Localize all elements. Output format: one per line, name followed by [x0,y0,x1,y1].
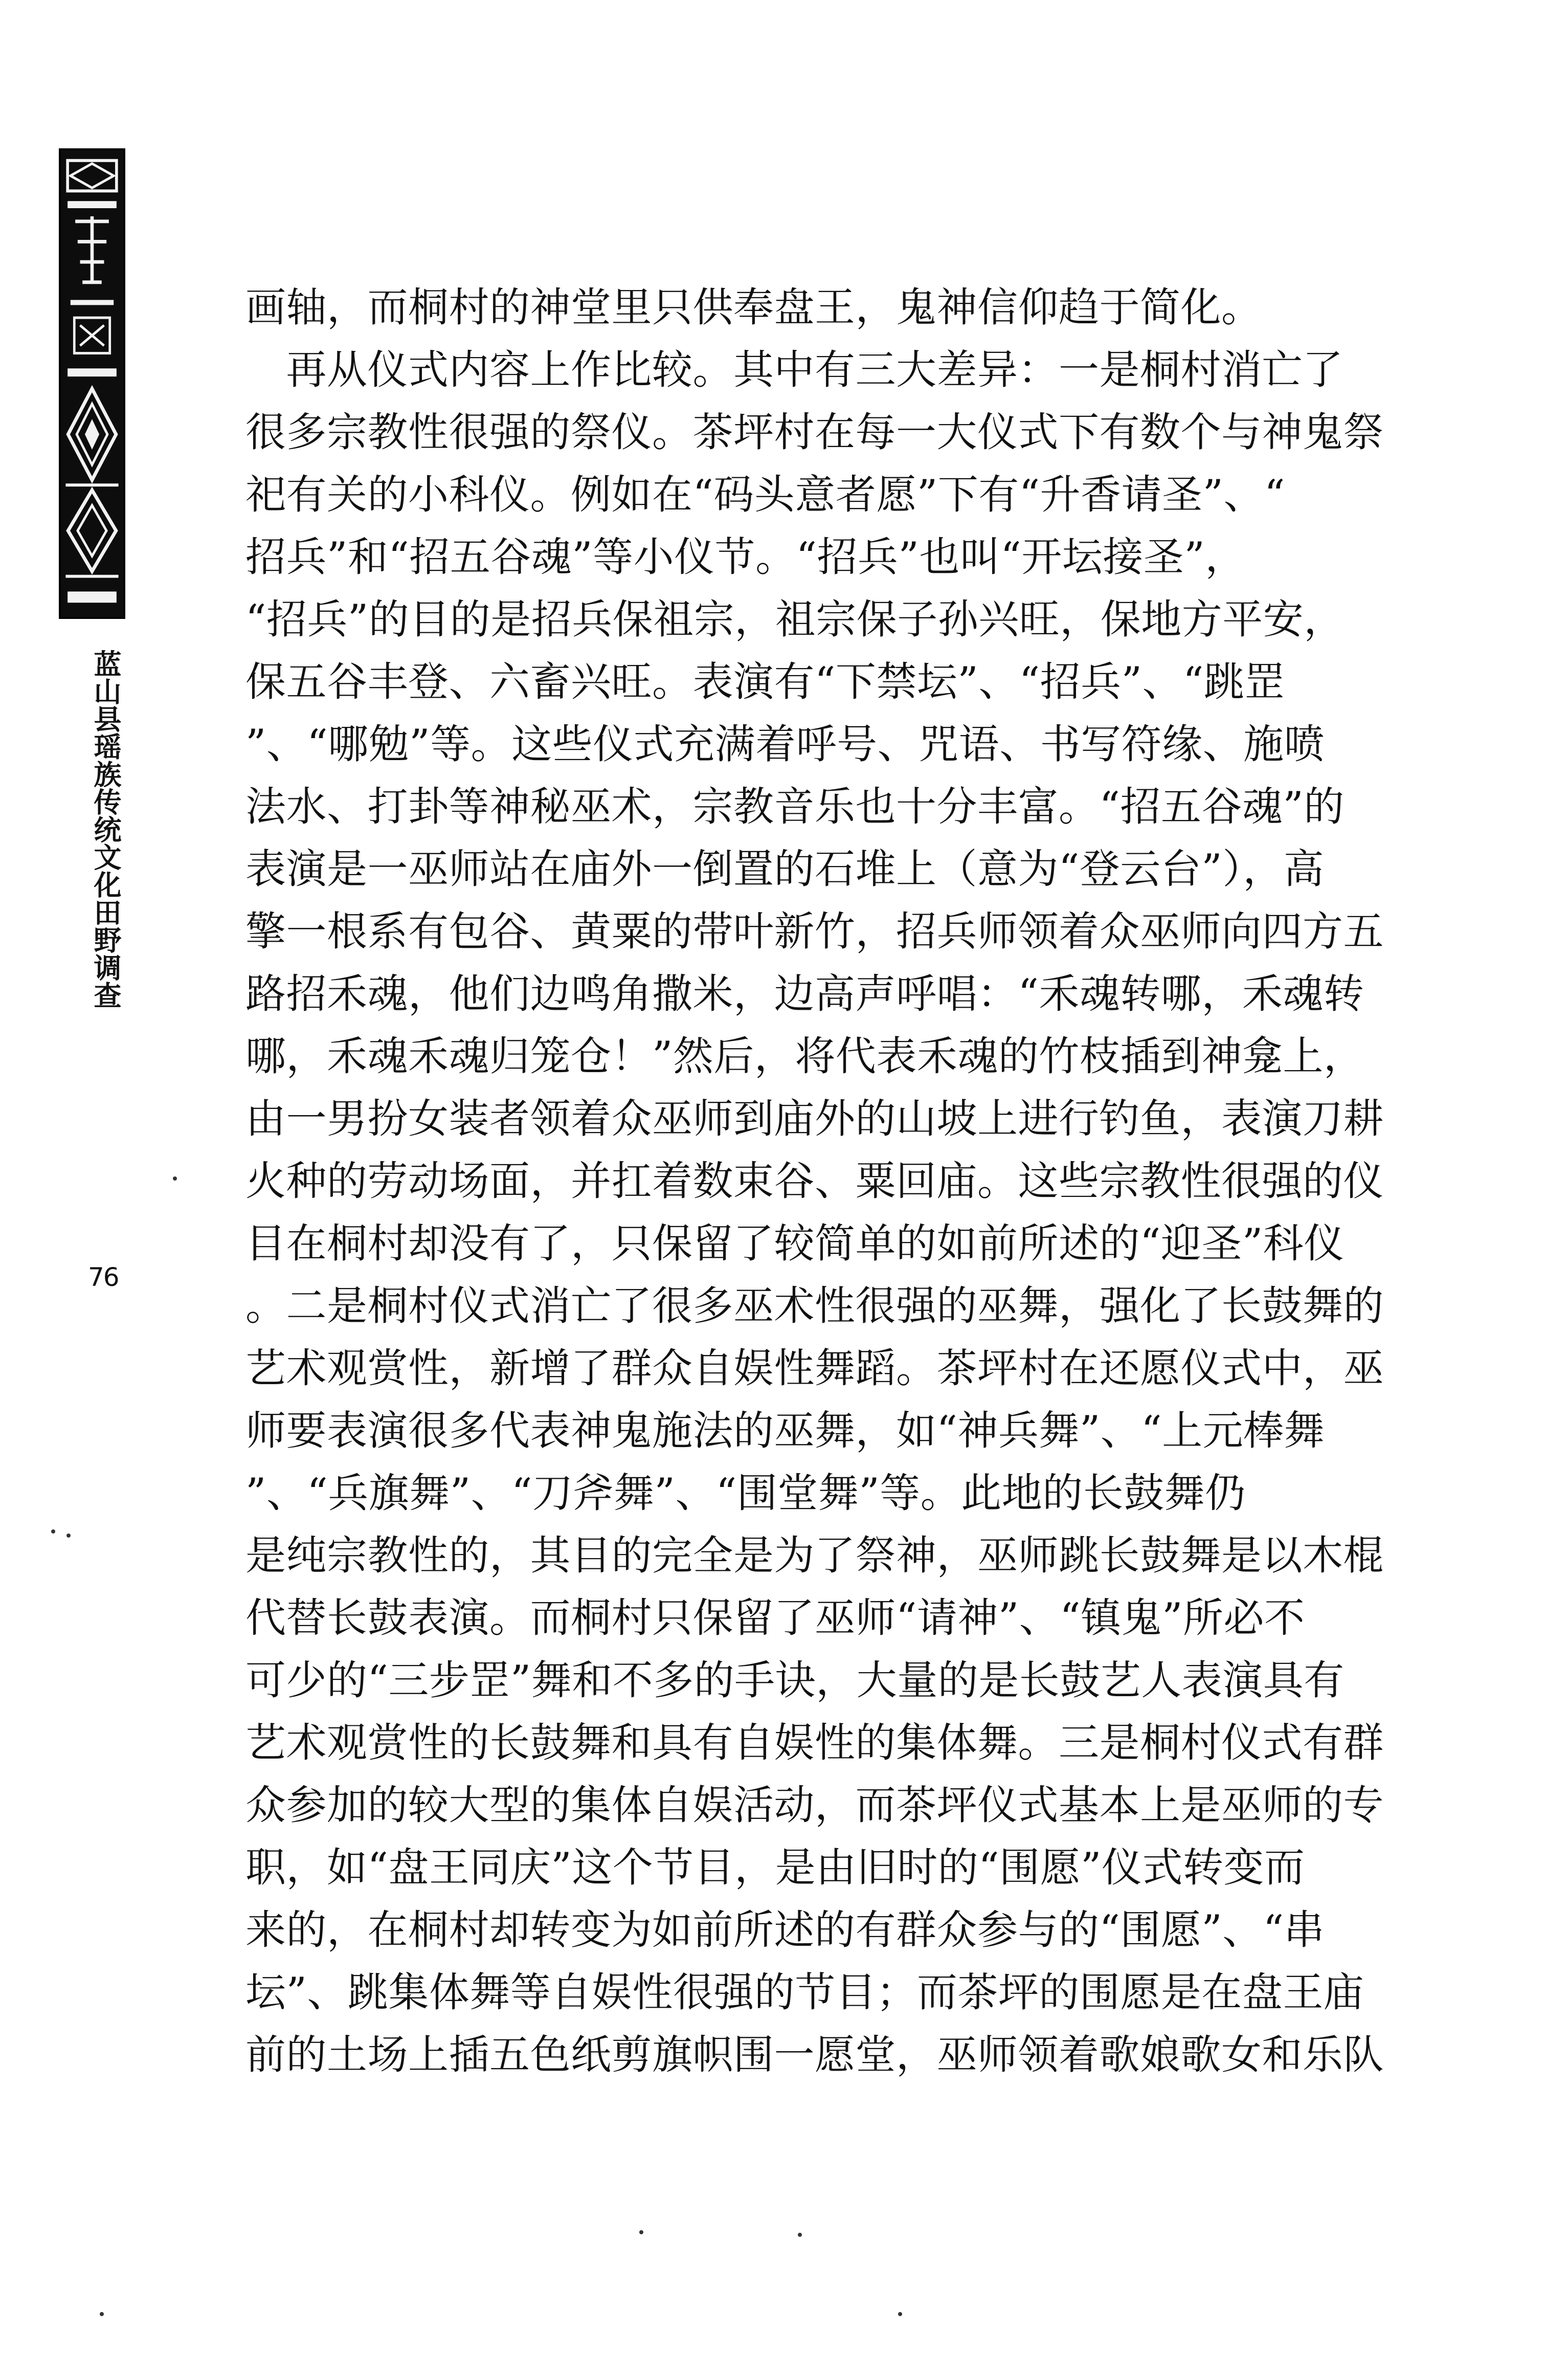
woven-pattern-icon [59,148,125,619]
text-line: 招兵”和“招五谷魂”等小仪节。“招兵”也叫“开坛接圣”， [245,534,1246,581]
text-line: 表演是一巫师站在庙外一倒置的石堆上（意为“登云台”），高 [245,846,1325,893]
text-line: 。二是桐村仪式消亡了很多巫术性很强的巫舞，强化了长鼓舞的 [245,1282,1384,1329]
page-number: 76 [88,1262,119,1292]
text-line: 保五谷丰登、六畜兴旺。表演有“下禁坛”、“招兵”、“跳罡 [245,658,1285,705]
text-line: 代替长鼓表演。而桐村只保留了巫师“请神”、“镇鬼”所必不 [245,1594,1305,1641]
text-line: 前的土场上插五色纸剪旗帜围一愿堂，巫师领着歌娘歌女和乐队 [245,2031,1384,2078]
text-line: 坛”、跳集体舞等自娱性很强的节目；而茶坪的围愿是在盘王庙 [245,1969,1364,2016]
text-line: 画轴，而桐村的神堂里只供奉盘王，鬼神信仰趋于简化。 [245,284,1262,331]
scan-speckle [100,2312,104,2316]
running-title: 蓝山县瑶族传统文化田野调查 [89,650,122,1009]
text-line: 来的，在桐村却转变为如前所述的有群众参与的“围愿”、“串 [245,1906,1325,1953]
text-line: 再从仪式内容上作比较。其中有三大差异：一是桐村消亡了 [245,346,1343,393]
scan-speckle [173,1176,177,1181]
scan-speckle [51,1529,55,1534]
text-line: 祀有关的小科仪。例如在“码头意者愿”下有“升香请圣”、“ [245,471,1285,518]
text-line: 法水、打卦等神秘巫术，宗教音乐也十分丰富。“招五谷魂”的 [245,783,1345,830]
text-line: 师要表演很多代表神鬼施法的巫舞，如“神兵舞”、“上元棒舞 [245,1407,1325,1454]
scan-speckle [639,2230,643,2234]
text-line: 擎一根系有包谷、黄粟的带叶新竹，招兵师领着众巫师向四方五 [245,908,1384,955]
text-line: 众参加的较大型的集体自娱活动，而茶坪仪式基本上是巫师的专 [245,1782,1384,1829]
scan-speckle [898,2312,902,2316]
text-line: 哪，禾魂禾魂归笼仓！”然后，将代表禾魂的竹枝插到神龛上， [245,1033,1364,1080]
text-line: 职，如“盘王同庆”这个节目，是由旧时的“围愿”仪式转变而 [245,1844,1305,1891]
text-line: 目在桐村却没有了，只保留了较简单的如前所述的“迎圣”科仪 [245,1220,1345,1267]
text-line: 路招禾魂，他们边鸣角撒米，边高声呼唱：“禾魂转哪，禾魂转 [245,970,1364,1017]
text-line: 艺术观赏性，新增了群众自娱性舞蹈。茶坪村在还愿仪式中，巫 [245,1345,1384,1392]
text-line: 是纯宗教性的，其目的完全是为了祭神，巫师跳长鼓舞是以木棍 [245,1532,1384,1579]
text-line: 艺术观赏性的长鼓舞和具有自娱性的集体舞。三是桐村仪式有群 [245,1719,1384,1766]
text-line: 由一男扮女装者领着众巫师到庙外的山坡上进行钓鱼，表演刀耕 [245,1095,1384,1142]
text-line: “招兵”的目的是招兵保祖宗，祖宗保子孙兴旺，保地方平安， [245,596,1345,643]
text-line: 可少的“三步罡”舞和不多的手诀，大量的是长鼓艺人表演具有 [245,1657,1345,1704]
scan-speckle [798,2233,802,2237]
scan-speckle [66,1534,71,1538]
body-text [245,276,1483,2086]
text-line: ”、“哪勉”等。这些仪式充满着呼号、咒语、书写符缘、施喷 [245,721,1325,768]
text-line: 很多宗教性很强的祭仪。茶坪村在每一大仪式下有数个与神鬼祭 [245,409,1384,456]
text-line: ”、“兵旗舞”、“刀斧舞”、“围堂舞”等。此地的长鼓舞仍 [245,1470,1246,1517]
text-line: 火种的劳动场面，并扛着数束谷、粟回庙。这些宗教性很强的仪 [245,1158,1384,1205]
